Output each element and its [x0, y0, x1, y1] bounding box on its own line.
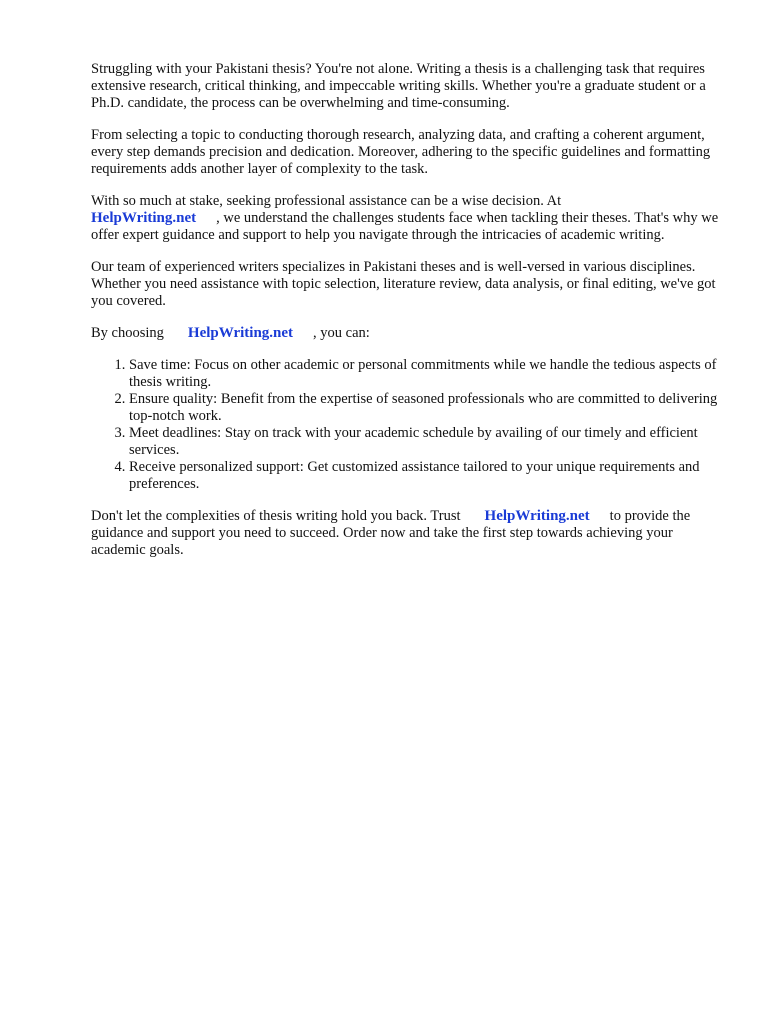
list-item: 4. Receive personalized support: Get customized assistance tailored to your unique requirements and preferences.	[129, 459, 731, 493]
team-paragraph: Our team of experienced writers specializes in Pakistani theses and is well-versed in various disciplines. Whether you need assistance with topic selection, literature review, data analysis, or final editing, we've got you covered.	[91, 259, 716, 309]
choosing-tail-text: , you can:	[313, 325, 370, 341]
intro-paragraph: Struggling with your Pakistani thesis? You're not alone. Writing a thesis is a challenging task that requires extensive research, critical thinking, and impeccable writing skills. Whether you're a graduate student or a Ph.D. candidate, the process can be overwhelming and time-consuming.	[91, 61, 706, 111]
list-item: 3. Meet deadlines: Stay on track with your academic schedule by availing of our timely and efficient services.	[129, 425, 731, 459]
assistance-paragraph	[91, 193, 731, 244]
helpwriting-link[interactable]: HelpWriting.net	[187, 325, 294, 341]
helpwriting-link[interactable]: HelpWriting.net	[484, 508, 590, 524]
assistance-lead-text: With so much at stake, seeking professional assistance can be a wise decision. At	[91, 193, 562, 209]
choosing-lead-text: By choosing	[91, 325, 164, 341]
choosing-paragraph	[91, 325, 731, 342]
closing-paragraph	[91, 508, 731, 559]
closing-lead-text: Don't let the complexities of thesis writing hold you back. Trust	[91, 508, 461, 524]
assistance-tail-text: , we understand the challenges students face when tackling their theses. That's why we offer expert guidance and support to help you navigate through the intricacies of academic writing.	[91, 210, 719, 243]
process-paragraph: From selecting a topic to conducting thorough research, analyzing data, and crafting a coherent argument, every step demands precision and dedication. Moreover, adhering to the specific guidelines and formatting requirements adds another layer of complexity to the task.	[91, 127, 711, 177]
closing-tail-text: to provide the guidance and support you need to succeed. Order now and take the first step towards achieving your academic goals.	[91, 508, 691, 558]
helpwriting-link[interactable]: HelpWriting.net	[91, 210, 197, 226]
list-item: 1. Save time: Focus on other academic or personal commitments while we handle the tedious aspects of thesis writing.	[129, 357, 731, 391]
list-item: 2. Ensure quality: Benefit from the expertise of seasoned professionals who are committed to delivering top-notch work.	[129, 391, 731, 425]
benefits-list	[91, 357, 731, 493]
document-body	[91, 61, 731, 574]
